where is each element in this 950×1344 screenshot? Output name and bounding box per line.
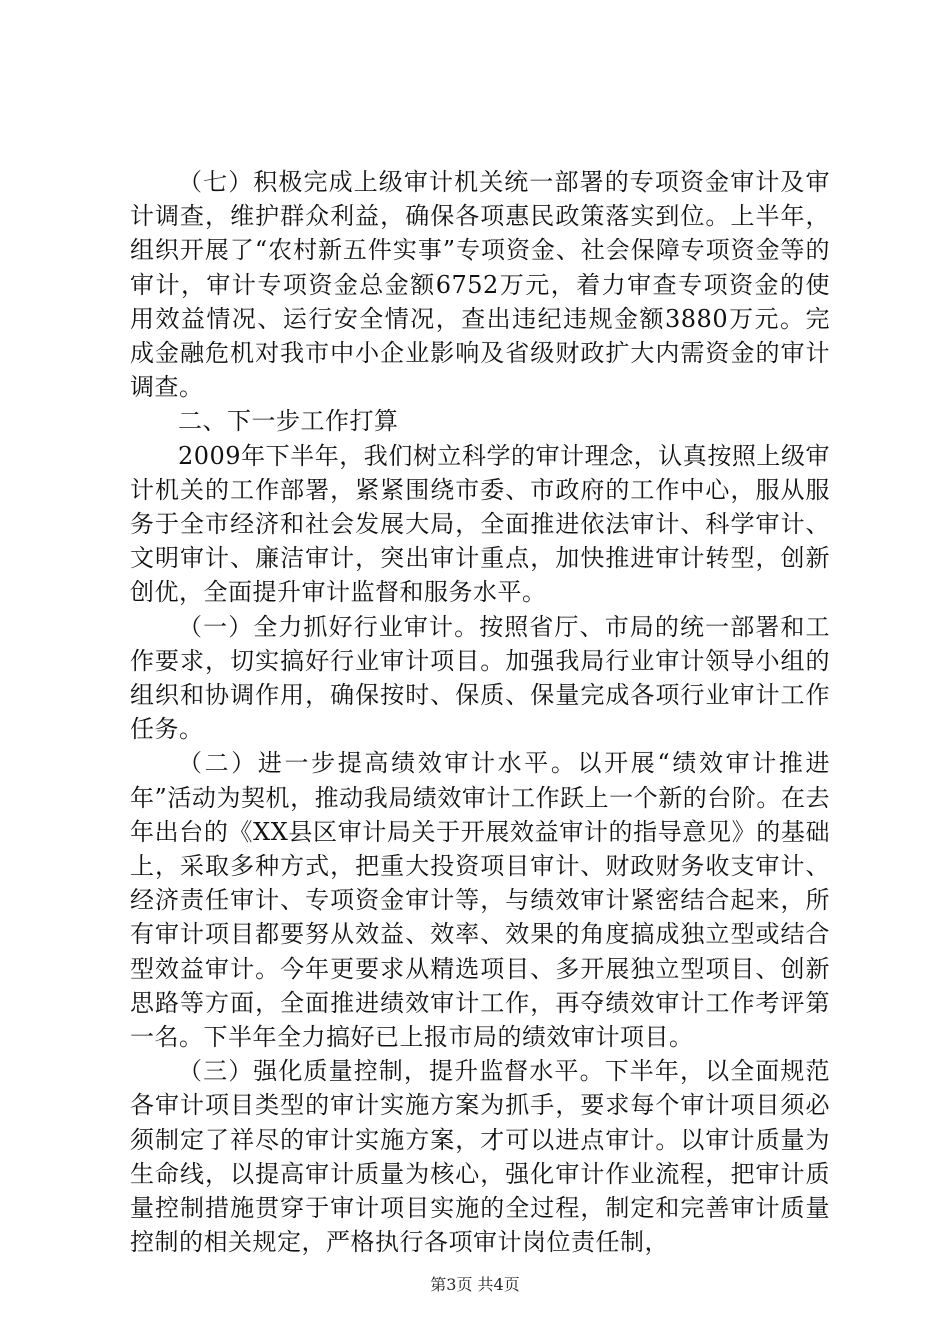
paragraph-plan-intro: 2009年下半年，我们树立科学的审计理念，认真按照上级审计机关的工作部署，紧紧围绕市委、市政府的工作中心，服从服务于全市经济和社会发展大局，全面推进依法审计、科学审计、文明审计、廉洁审计，突出审计重点，加快推进审计转型，创新创优，全面提升审计监督和服务水平。 <box>130 441 830 607</box>
section-heading-next-steps: 二、下一步工作打算 <box>178 407 399 436</box>
paragraph-item-7: （七）积极完成上级审计机关统一部署的专项资金审计及审计调查，维护群众利益，确保各项惠民政策落实到位。上半年，组织开展了“农村新五件实事”专项资金、社会保障专项资金等的审计，审计专项资金总金额6752万元，着力审查专项资金的使用效益情况、运行安全情况，查出违纪违规金额3880万元。完成金融危机对我市中小企业影响及省级财政扩大内需资金的审计调查。 <box>130 168 830 402</box>
paragraph-item-3: （三）强化质量控制，提升监督水平。下半年，以全面规范各审计项目类型的审计实施方案为抓手，要求每个审计项目须必须制定了祥尽的审计实施方案，才可以进点审计。以审计质量为生命线，以提高审计质量为核心，强化审计作业流程，把审计质量控制措施贯穿于审计项目实施的全过程，制定和完善审计质量控制的相关规定，严格执行各项审计岗位责任制， <box>130 1057 830 1257</box>
page-number-label: 第3页 共4页 <box>430 1275 520 1294</box>
page-footer <box>0 1272 950 1295</box>
paragraph-item-2: （二）进一步提高绩效审计水平。以开展“绩效审计推进年”活动为契机，推动我局绩效审计工作跃上一个新的台阶。在去年出台的《XX县区审计局关于开展效益审计的指导意见》的基础上，采取多种方式，把重大投资项目审计、财政财务收支审计、经济责任审计、专项资金审计等，与绩效审计紧密结合起来，所有审计项目都要努从效益、效率、效果的角度搞成独立型或结合型效益审计。今年更要求从精选项目、多开展独立型项目、创新思路等方面，全面推进绩效审计工作，再夺绩效审计工作考评第一名。下半年全力搞好已上报市局的绩效审计项目。 <box>130 749 830 1052</box>
paragraph-item-1: （一）全力抓好行业审计。按照省厅、市局的统一部署和工作要求，切实搞好行业审计项目。加强我局行业审计领导小组的组织和协调作用，确保按时、保质、保量完成各项行业审计工作任务。 <box>130 612 830 744</box>
document-body <box>130 165 830 1260</box>
